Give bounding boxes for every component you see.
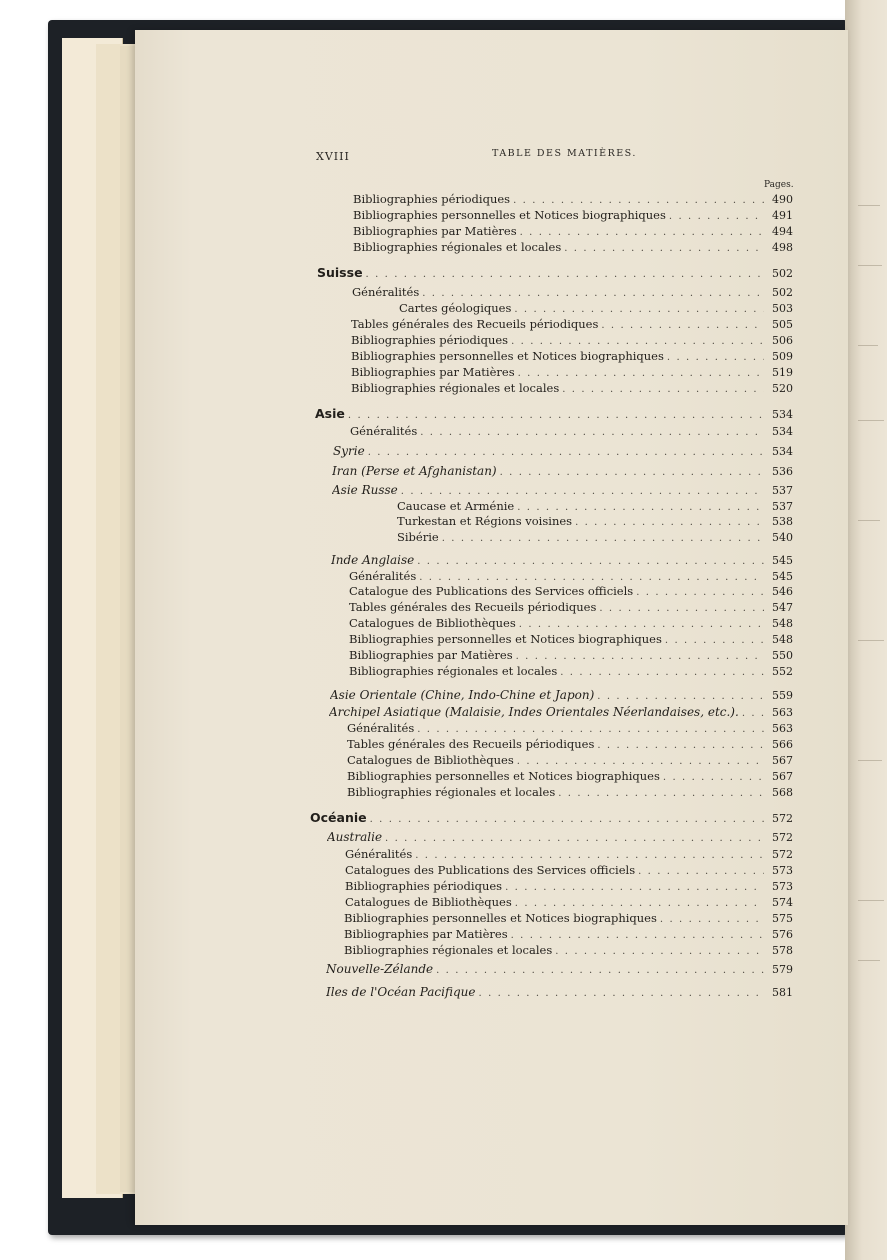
toc-entry-label: Syrie (333, 444, 365, 458)
leader-dots (417, 724, 764, 735)
show-through-line (858, 640, 884, 641)
toc-entry (349, 584, 793, 600)
toc-entry (397, 530, 793, 546)
toc-entry (351, 365, 793, 381)
toc-entry-label: Archipel Asiatique (Malaisie, Indes Orientales Néerlandaises, etc.). (329, 705, 739, 719)
leader-dots (515, 898, 764, 909)
toc-entry-page: 548 (772, 617, 793, 630)
leader-dots (601, 320, 764, 331)
leader-dots (370, 814, 764, 825)
toc-country-heading (310, 810, 793, 826)
toc-entry (349, 648, 793, 664)
toc-entry-label: Catalogues des Publications des Services officiels (345, 863, 636, 877)
toc-entry-label: Bibliographies personnelles et Notices biographiques (349, 632, 662, 646)
leader-dots (415, 850, 764, 861)
toc-entry (345, 847, 793, 863)
toc-entry-label: Généralités (347, 721, 415, 735)
toc-entry (397, 514, 793, 530)
toc-entry-page: 552 (772, 665, 793, 678)
facing-page-edge (845, 0, 887, 1260)
leader-dots (505, 882, 764, 893)
leader-dots (667, 352, 764, 363)
toc-entry-label: Généralités (345, 847, 413, 861)
toc-entry-label: Sibérie (397, 530, 439, 544)
toc-entry-page: 545 (772, 554, 793, 567)
toc-entry (347, 769, 793, 785)
toc-entry-page: 567 (772, 770, 793, 783)
toc-entry-label: Bibliographies par Matières (353, 224, 517, 238)
toc-region-heading (326, 962, 793, 978)
leader-dots (636, 587, 764, 598)
toc-entry-label: Bibliographies personnelles et Notices biographiques (351, 349, 664, 363)
toc-country-heading (315, 406, 793, 422)
toc-entry-label: Tables générales des Recueils périodiques (351, 317, 599, 331)
toc-entry (345, 895, 793, 911)
toc-entry (353, 192, 793, 208)
toc-entry-label: Catalogues de Bibliothèques (349, 616, 516, 630)
toc-entry-label: Bibliographies régionales et locales (351, 381, 560, 395)
toc-entry-page: 506 (772, 334, 793, 347)
toc-entry-label: Asie Orientale (Chine, Indo-Chine et Japon) (330, 688, 595, 702)
toc-entry-page: 547 (772, 601, 793, 614)
toc-entry-label: Nouvelle-Zélande (326, 962, 434, 976)
leader-dots (517, 756, 764, 767)
leader-dots (511, 336, 764, 347)
toc-entry-page: 574 (772, 896, 793, 909)
toc-region-heading (332, 464, 793, 480)
leader-dots (511, 930, 764, 941)
toc-entry-page: 498 (772, 241, 793, 254)
toc-entry-label: Bibliographies personnelles et Notices biographiques (344, 911, 657, 925)
toc-entry-label: Bibliographies périodiques (351, 333, 509, 347)
leader-dots (519, 619, 764, 630)
show-through-line (858, 900, 884, 901)
toc-entry-page: 537 (772, 500, 793, 513)
toc-entry-page: 540 (772, 531, 793, 544)
toc-entry-page: 534 (772, 408, 793, 421)
toc-entry (347, 737, 793, 753)
toc-entry-label: Asie Russe (332, 483, 398, 497)
toc-entry-page: 502 (772, 267, 793, 280)
toc-entry-page: 572 (772, 848, 793, 861)
toc-entry (353, 224, 793, 240)
toc-entry-page: 490 (772, 193, 793, 206)
leader-dots (638, 866, 764, 877)
toc-entry-page: 576 (772, 928, 793, 941)
leader-dots (518, 368, 764, 379)
toc-entry (347, 785, 793, 801)
leader-dots (562, 384, 764, 395)
toc-entry-page: 538 (772, 515, 793, 528)
toc-entry-page: 503 (772, 302, 793, 315)
toc-entry-label: Généralités (350, 424, 418, 438)
page-header (0, 150, 887, 170)
toc-entry-page: 491 (772, 209, 793, 222)
toc-entry (349, 600, 793, 616)
show-through-line (858, 960, 880, 961)
show-through-line (858, 420, 884, 421)
toc-entry-label: Bibliographies régionales et locales (349, 664, 558, 678)
toc-entry-page: 563 (772, 706, 793, 719)
leader-dots (665, 635, 764, 646)
toc-entry-page: 534 (772, 445, 793, 458)
toc-entry-page: 505 (772, 318, 793, 331)
toc-entry-page: 494 (772, 225, 793, 238)
toc-entry-label: Bibliographies régionales et locales (347, 785, 556, 799)
toc-entry-page: 563 (772, 722, 793, 735)
toc-entry (397, 499, 793, 515)
toc-entry (351, 381, 793, 397)
toc-entry-page: 545 (772, 570, 793, 583)
leader-dots (514, 304, 764, 315)
leader-dots (742, 708, 764, 719)
toc-entry-page: 509 (772, 350, 793, 363)
toc-entry (351, 333, 793, 349)
toc-country-heading (317, 265, 793, 281)
toc-entry-label: Catalogue des Publications des Services officiels (349, 584, 634, 598)
toc-entry (349, 569, 793, 585)
leader-dots (348, 410, 764, 421)
leader-dots (500, 467, 764, 478)
toc-region-heading (333, 444, 793, 460)
leader-dots (560, 667, 764, 678)
leader-dots (366, 269, 764, 280)
leader-dots (663, 772, 764, 783)
toc-entry (353, 208, 793, 224)
toc-entry-label: Généralités (352, 285, 420, 299)
leader-dots (368, 447, 764, 458)
toc-entry (344, 943, 793, 959)
toc-entry (351, 317, 793, 333)
toc-entry-page: 581 (772, 986, 793, 999)
toc-entry-label: Australie (327, 830, 383, 844)
toc-entry (353, 240, 793, 256)
show-through-line (858, 205, 880, 206)
toc-entry-label: Bibliographies par Matières (349, 648, 513, 662)
toc-entry-page: 573 (772, 864, 793, 877)
leader-dots (420, 427, 764, 438)
show-through-line (858, 345, 878, 346)
toc-entry (349, 616, 793, 632)
toc-entry-page: 575 (772, 912, 793, 925)
show-through-line (858, 760, 882, 761)
toc-entry (352, 285, 793, 301)
toc-entry-label: Iran (Perse et Afghanistan) (332, 464, 497, 478)
leader-dots (436, 965, 764, 976)
leader-dots (558, 788, 764, 799)
leader-dots (517, 502, 764, 513)
toc-entry (347, 721, 793, 737)
toc-entry-label: Bibliographies par Matières (344, 927, 508, 941)
toc-entry-page: 502 (772, 286, 793, 299)
toc-entry-label: Catalogues de Bibliothèques (347, 753, 514, 767)
toc-entry-label: Tables générales des Recueils périodiques (349, 600, 597, 614)
toc-region-heading (332, 483, 793, 499)
leader-dots (401, 486, 764, 497)
toc-entry (344, 927, 793, 943)
leader-dots (597, 691, 764, 702)
toc-entry-label: Inde Anglaise (331, 553, 415, 567)
toc-entry-page: 578 (772, 944, 793, 957)
leader-dots (385, 833, 764, 844)
toc-entry-page: 559 (772, 689, 793, 702)
toc-region-heading (329, 705, 793, 721)
toc-entry-label: Tables générales des Recueils périodiques (347, 737, 595, 751)
toc-entry (399, 301, 793, 317)
toc-entry-page: 550 (772, 649, 793, 662)
leader-dots (669, 211, 764, 222)
toc-entry-page: 572 (772, 812, 793, 825)
toc-entry (345, 863, 793, 879)
toc-region-heading (331, 553, 793, 569)
toc-entry-label: Généralités (349, 569, 417, 583)
toc-entry-page: 548 (772, 633, 793, 646)
toc-entry (349, 632, 793, 648)
toc-entry (344, 911, 793, 927)
leader-dots (516, 651, 764, 662)
toc-entry-label: Bibliographies régionales et locales (344, 943, 553, 957)
toc-entry-label: Bibliographies personnelles et Notices biographiques (353, 208, 666, 222)
toc-entry (345, 879, 793, 895)
leader-dots (597, 740, 764, 751)
toc-entry (350, 424, 793, 440)
leader-dots (575, 517, 764, 528)
running-title: TABLE DES MATIÈRES. (492, 148, 637, 159)
toc-entry-label: Bibliographies personnelles et Notices biographiques (347, 769, 660, 783)
toc-entry-page: 536 (772, 465, 793, 478)
toc-entry-label: Cartes géologiques (399, 301, 512, 315)
leader-dots (513, 195, 764, 206)
leader-dots (599, 603, 764, 614)
show-through-line (858, 265, 882, 266)
leader-dots (520, 227, 764, 238)
toc-entry-page: 573 (772, 880, 793, 893)
toc-entry-page: 519 (772, 366, 793, 379)
folio-number: XVIII (316, 150, 350, 163)
leader-dots (417, 556, 764, 567)
show-through-line (858, 520, 880, 521)
toc-region-heading (327, 830, 793, 846)
leader-dots (555, 946, 764, 957)
toc-entry-label: Bibliographies périodiques (353, 192, 511, 206)
leader-dots (419, 572, 764, 583)
toc-entry-label: Océanie (310, 810, 367, 825)
toc-entry-page: 579 (772, 963, 793, 976)
toc-entry (349, 664, 793, 680)
toc-entry-page: 568 (772, 786, 793, 799)
toc-entry-label: Bibliographies périodiques (345, 879, 503, 893)
toc-entry (351, 349, 793, 365)
toc-region-heading (326, 985, 793, 1001)
leader-dots (422, 288, 764, 299)
toc-entry (347, 753, 793, 769)
toc-entry-page: 520 (772, 382, 793, 395)
leader-dots (660, 914, 764, 925)
toc-entry-label: Iles de l'Océan Pacifique (326, 985, 476, 999)
toc-entry-label: Asie (315, 406, 345, 421)
pages-column-label: Pages. (764, 180, 794, 190)
toc-entry-label: Suisse (317, 265, 363, 280)
toc-entry-label: Catalogues de Bibliothèques (345, 895, 512, 909)
toc-entry-page: 537 (772, 484, 793, 497)
toc-entry-page: 534 (772, 425, 793, 438)
toc-entry-label: Caucase et Arménie (397, 499, 515, 513)
leader-dots (564, 243, 764, 254)
toc-entry-label: Bibliographies régionales et locales (353, 240, 562, 254)
toc-entry-page: 546 (772, 585, 793, 598)
leader-dots (442, 533, 764, 544)
leader-dots (479, 988, 764, 999)
toc-region-heading (330, 688, 793, 704)
toc-entry-label: Turkestan et Régions voisines (397, 514, 573, 528)
toc-entry-page: 567 (772, 754, 793, 767)
toc-entry-page: 572 (772, 831, 793, 844)
toc-entry-label: Bibliographies par Matières (351, 365, 515, 379)
toc-entry-page: 566 (772, 738, 793, 751)
